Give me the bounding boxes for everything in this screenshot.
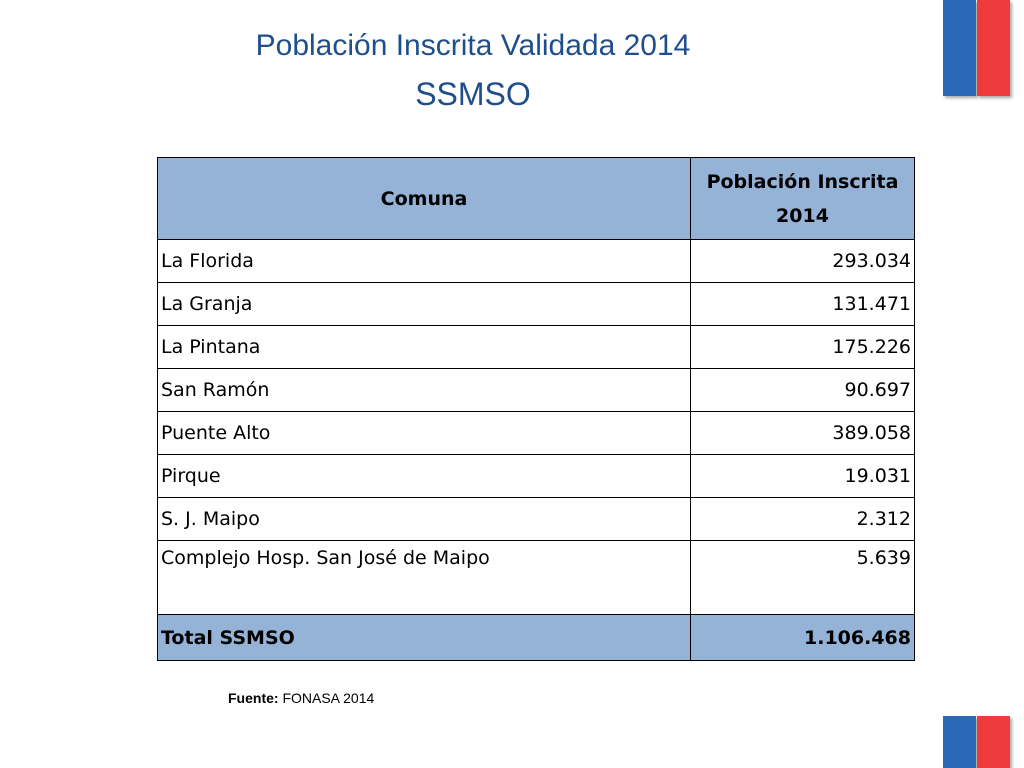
flag-blue-stripe [943,716,976,768]
table-row [158,498,915,541]
cell-comuna: San Ramón [158,369,691,412]
flag-decoration-top [941,0,1015,96]
cell-comuna: S. J. Maipo [158,498,691,541]
cell-poblacion: 175.226 [691,326,915,369]
header-poblacion [691,158,915,240]
cell-poblacion: 293.034 [691,240,915,283]
table-row [158,412,915,455]
table-row [158,283,915,326]
cell-comuna: Complejo Hosp. San José de Maipo [158,541,691,615]
table-row [158,455,915,498]
cell-poblacion: 5.639 [691,541,915,615]
cell-poblacion: 19.031 [691,455,915,498]
header-poblacion-line2: 2014 [776,204,829,227]
flag-blue-stripe [943,0,976,96]
population-table [157,157,915,661]
source-text: FONASA 2014 [282,690,375,706]
cell-comuna: La Florida [158,240,691,283]
source-label: Fuente: [228,690,279,706]
header-comuna: Comuna [158,158,691,240]
cell-poblacion: 2.312 [691,498,915,541]
table-header-row [158,158,915,240]
cell-comuna: Pirque [158,455,691,498]
cell-comuna: La Granja [158,283,691,326]
cell-poblacion: 131.471 [691,283,915,326]
header-poblacion-line1: Población Inscrita [706,170,899,193]
cell-poblacion: 90.697 [691,369,915,412]
flag-red-stripe [977,0,1010,96]
table-row [158,326,915,369]
flag-decoration-bottom [941,716,1015,768]
page-title: Población Inscrita Validada 2014 [255,29,691,62]
table-row [158,240,915,283]
source-note [228,690,374,706]
cell-comuna: La Pintana [158,326,691,369]
page-subtitle: SSMSO [415,76,531,112]
flag-red-stripe [977,716,1010,768]
table-row [158,369,915,412]
total-label: Total SSMSO [158,615,691,661]
cell-comuna: Puente Alto [158,412,691,455]
table-row [158,541,915,615]
table-total-row [158,615,915,661]
cell-poblacion: 389.058 [691,412,915,455]
total-value: 1.106.468 [691,615,915,661]
